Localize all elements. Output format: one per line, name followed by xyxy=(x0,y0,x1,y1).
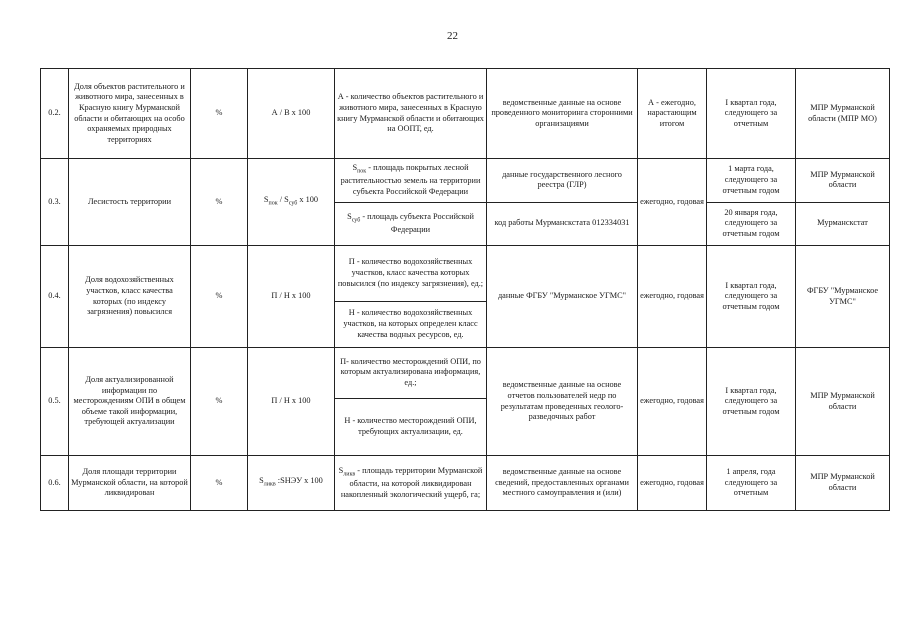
periodicity-cell: ежегодно, годовая xyxy=(638,159,707,246)
deadline-cell: I квартал года, следующего за отчетным xyxy=(707,69,796,159)
responsible-cell: ФГБУ "Мурманское УГМС" xyxy=(796,246,890,348)
table-row xyxy=(41,159,890,246)
definition-cell xyxy=(335,348,487,456)
formula-cell: $S_{пок} / S_{суб}$ х 100 xyxy=(248,159,335,246)
row-number: 0.5. xyxy=(41,348,69,456)
periodicity-cell: ежегодно, годовая xyxy=(638,348,707,456)
row-number: 0.3. xyxy=(41,159,69,246)
periodicity-cell: ежегодно, годовая xyxy=(638,456,707,511)
definition-part: П - количество водохозяйственных участков, класс качества которых повысился (по индексу загрязнения), ед.; xyxy=(337,257,484,288)
formula-cell: А / В х 100 xyxy=(248,69,335,159)
table-row xyxy=(41,69,890,159)
deadline-cell: I квартал года, следующего за отчетным годом xyxy=(707,246,796,348)
responsible-cell: МПР Мурманской области xyxy=(796,456,890,511)
deadline-cell: I квартал года, следующего за отчетным годом xyxy=(707,348,796,456)
row-number: 0.6. xyxy=(41,456,69,511)
source-cell xyxy=(487,159,638,246)
periodicity-cell: А - ежегодно, нарастающим итогом xyxy=(638,69,707,159)
formula-cell: П / Н х 100 xyxy=(248,246,335,348)
definition-part: Н - количество водохозяйственных участков, на которых определен класс качества водных ресурсов, ед. xyxy=(335,301,486,347)
definition-cell xyxy=(335,246,487,348)
unit-cell: % xyxy=(191,456,248,511)
unit-cell: % xyxy=(191,246,248,348)
definition-part: $S_{суб}$ - площадь субъекта Российской Федерации xyxy=(335,202,486,245)
unit-cell: % xyxy=(191,348,248,456)
formula-cell: $S_{ликв}$ :SНЭУ х 100 xyxy=(248,456,335,511)
definition-part: $S_{пок}$ - площадь покрытых лесной растительностью земель на территории субъекта Российской Федерации xyxy=(340,162,481,196)
source-cell: ведомственные данные на основе отчетов пользователей недр по результатам проведенных геолого-разведочных работ xyxy=(487,348,638,456)
deadline-cell: 1 апреля, года следующего за отчетным xyxy=(707,456,796,511)
definition-cell: А - количество объектов растительного и животного мира, занесенных в Красную книгу Мурманской области и обитающих на ООПТ, ед. xyxy=(335,69,487,159)
row-number: 0.4. xyxy=(41,246,69,348)
responsible-cell xyxy=(796,159,890,246)
definition-cell: $S_{ликв}$ - площадь территории Мурманской области, на которой ликвидирован накопленный экологический ущерб, га; xyxy=(335,456,487,511)
indicator-name: Доля водохозяйственных участков, класс качества которых (по индексу загрязнения) повысился xyxy=(69,246,191,348)
indicator-name: Доля площади территории Мурманской области, на которой ликвидирован xyxy=(69,456,191,511)
table-row xyxy=(41,456,890,511)
responsible-cell: МПР Мурманской области (МПР МО) xyxy=(796,69,890,159)
unit-cell: % xyxy=(191,159,248,246)
periodicity-cell: ежегодно, годовая xyxy=(638,246,707,348)
page-number: 22 xyxy=(447,30,458,42)
responsible-cell: МПР Мурманской области xyxy=(796,348,890,456)
table-row xyxy=(41,246,890,348)
source-part: код работы Мурманскстата 012334031 xyxy=(487,202,637,245)
definition-cell xyxy=(335,159,487,246)
indicator-name: Лесистость территории xyxy=(69,159,191,246)
source-part: данные государственного лесного реестра (ГЛР) xyxy=(502,169,622,190)
indicator-name: Доля объектов растительного и животного мира, занесенных в Красную книгу Мурманской области и обитающих на особо охраняемых природных территориях xyxy=(69,69,191,159)
deadline-part: 1 марта года, следующего за отчетным годом xyxy=(722,164,780,195)
table-row xyxy=(41,348,890,456)
indicator-name: Доля актуализированной информации по месторождениям ОПИ в общем объеме такой информации, требующей актуализации xyxy=(69,348,191,456)
deadline-cell xyxy=(707,159,796,246)
definition-part: Н - количество месторождений ОПИ, требующих актуализации, ед. xyxy=(335,398,486,455)
indicators-table xyxy=(40,68,890,511)
row-number: 0.2. xyxy=(41,69,69,159)
deadline-part: 20 января года, следующего за отчетным годом xyxy=(707,202,795,245)
formula-cell: П / Н х 100 xyxy=(248,348,335,456)
unit-cell: % xyxy=(191,69,248,159)
responsible-part: МПР Мурманской области xyxy=(810,169,875,190)
definition-part: П- количество месторождений ОПИ, по которым актуализирована информация, ед.; xyxy=(340,356,481,388)
responsible-part: Мурманскстат xyxy=(796,202,889,245)
source-cell: данные ФГБУ "Мурманское УГМС" xyxy=(487,246,638,348)
source-cell: ведомственные данные на основе сведений, предоставленных органами местного самоуправления и (или) xyxy=(487,456,638,511)
source-cell: ведомственные данные на основе проведенного мониторинга сторонними организациями xyxy=(487,69,638,159)
